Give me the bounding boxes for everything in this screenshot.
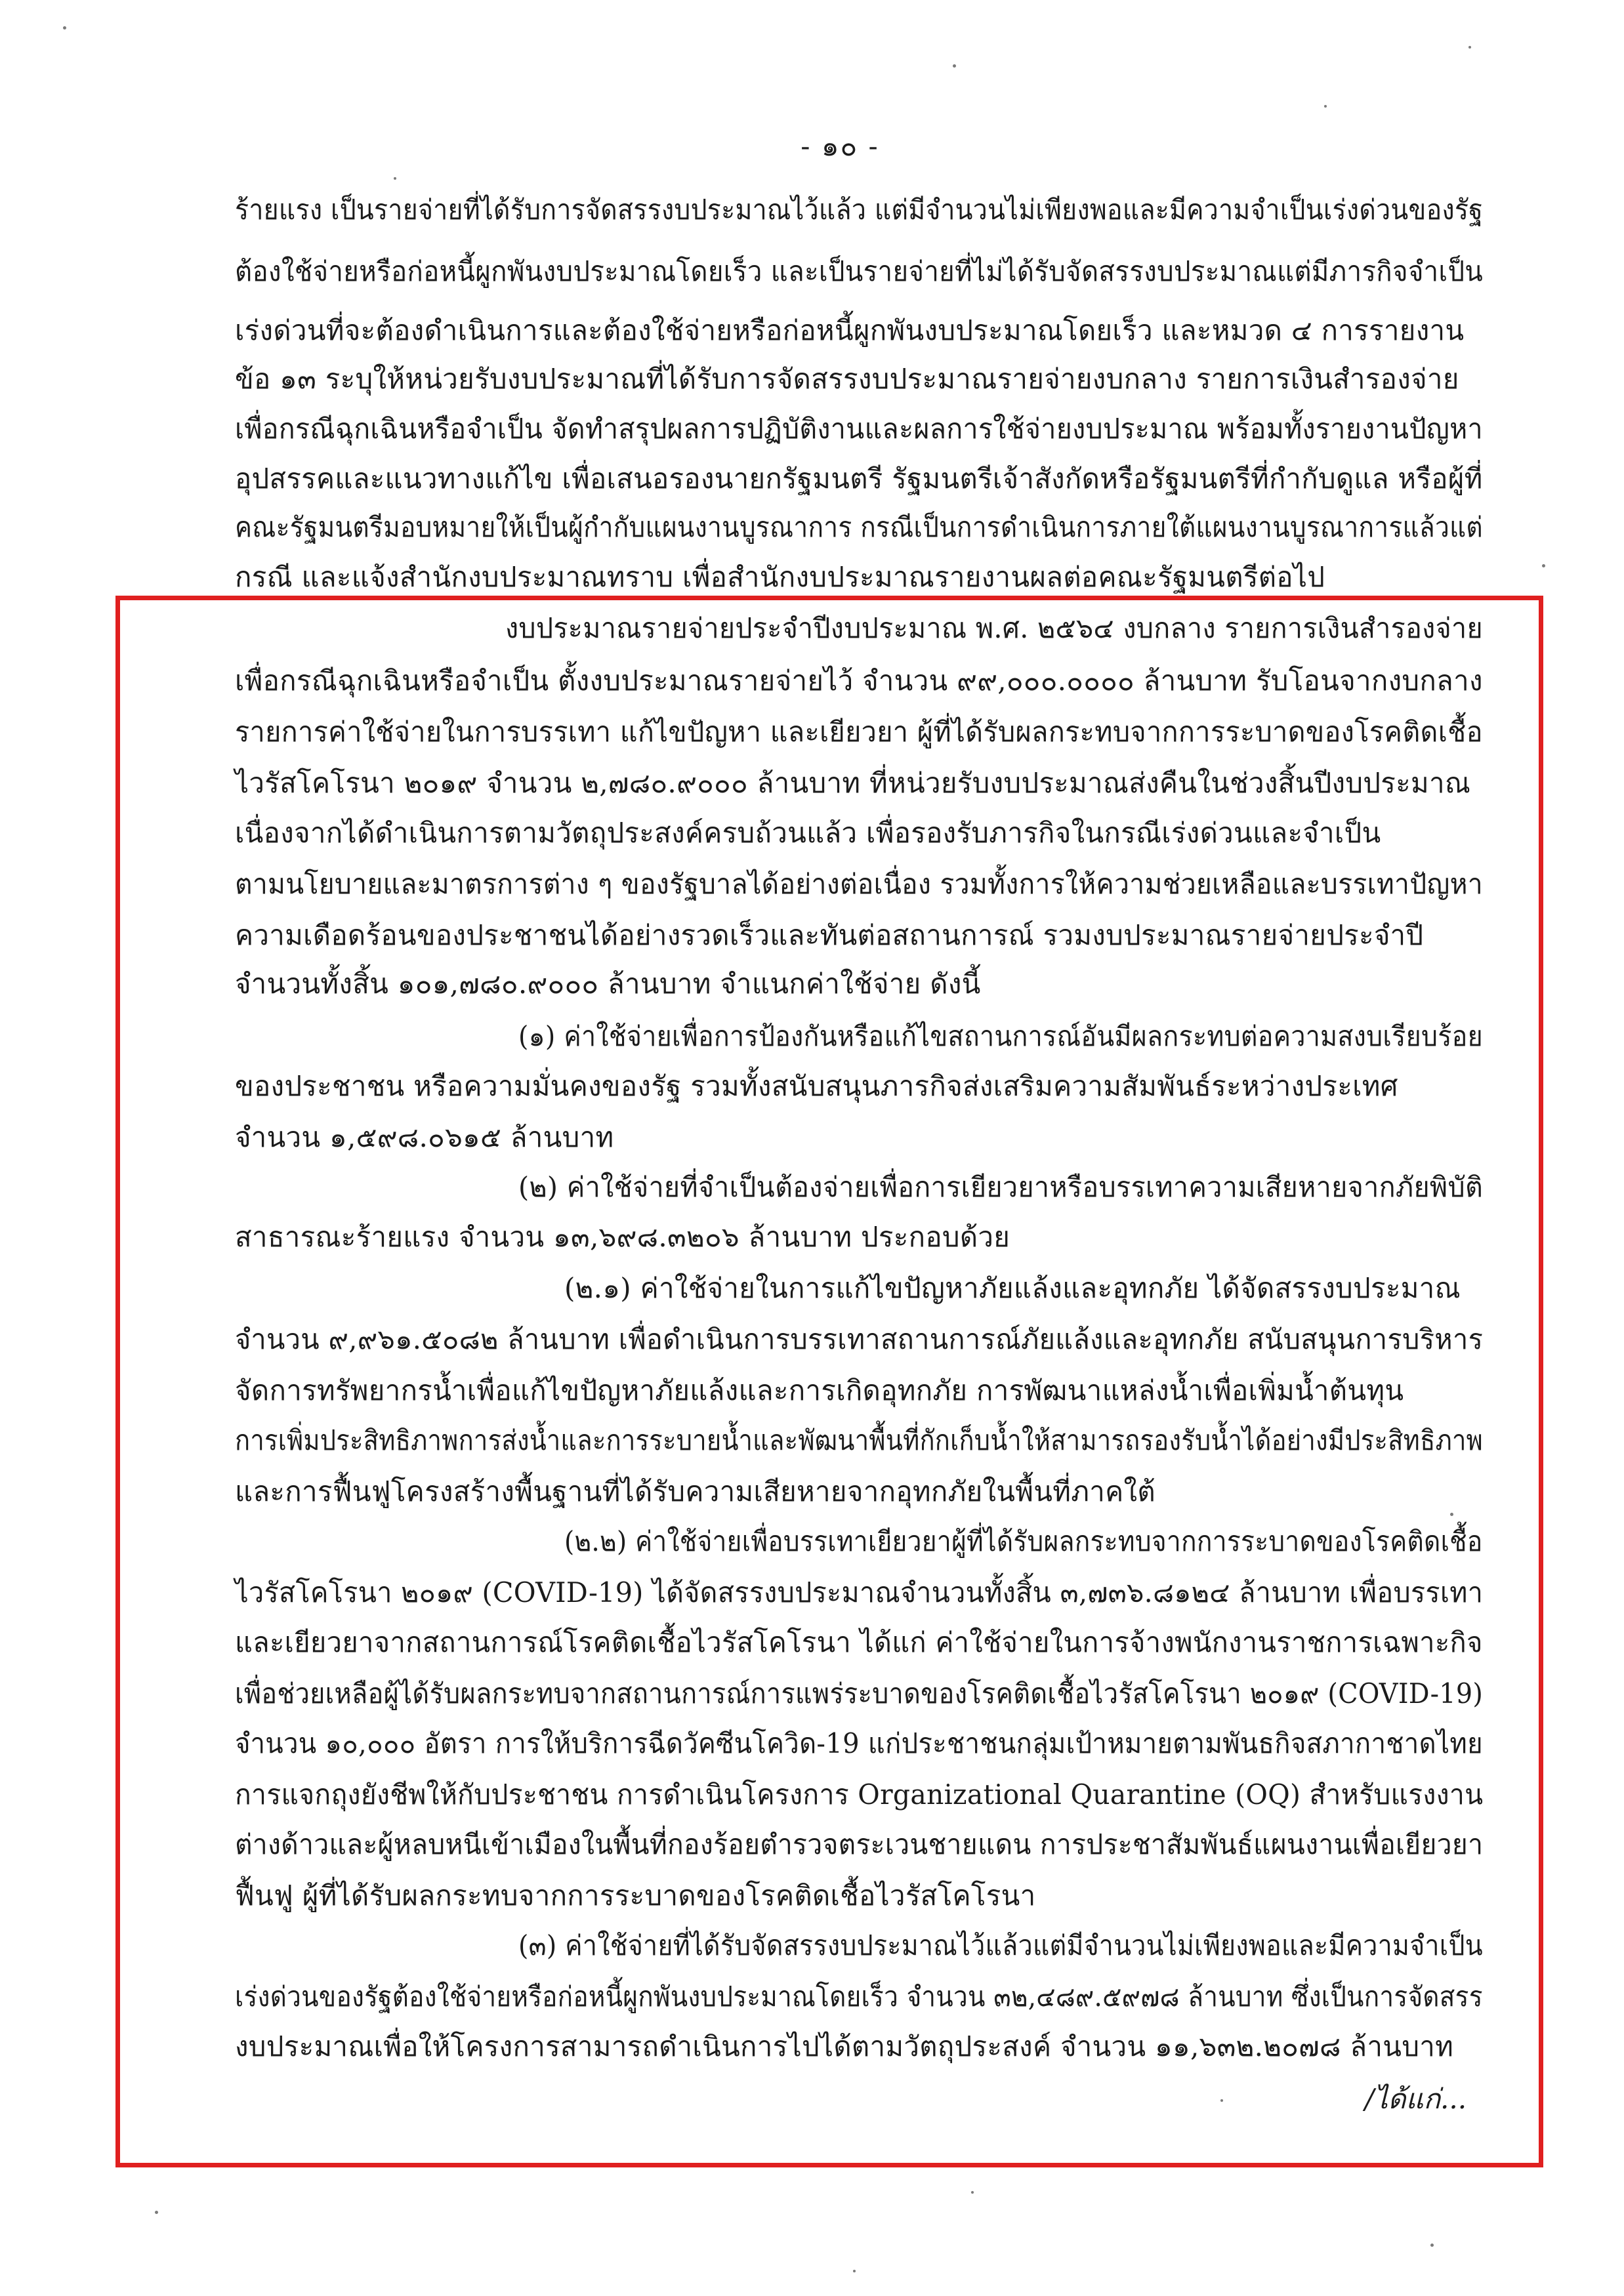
text-line: ไวรัสโคโรนา ๒๐๑๙ จำนวน ๒,๗๘๐.๙๐๐๐ ล้านบาท ที่หน่วยรับงบประมาณส่งคืนในช่วงสิ้นปีงบประมาณ	[235, 767, 1471, 799]
text-line: ความเดือดร้อนของประชาชนได้อย่างรวดเร็วและทันต่อสถานการณ์ รวมงบประมาณรายจ่ายประจำปี	[235, 919, 1424, 951]
scan-speck	[853, 2270, 856, 2272]
text-line: จำนวน ๑๐,๐๐๐ อัตรา การให้บริการฉีดวัคซีนโควิด-19 แก่ประชาชนกลุ่มเป้าหมายตามพันธกิจสภากาชาดไทย	[235, 1727, 1483, 1759]
text-line: ร้ายแรง เป็นรายจ่ายที่ได้รับการจัดสรรงบประมาณไว้แล้ว แต่มีจำนวนไม่เพียงพอและมีความจำเป็นเร่งด่วนของรัฐ	[235, 194, 1484, 226]
scan-speck	[63, 26, 66, 30]
continuation-marker: /ได้แก่...	[1365, 2083, 1467, 2115]
page-number: - ๑๐ -	[801, 130, 879, 162]
text-line: (๓) ค่าใช้จ่ายที่ได้รับจัดสรรงบประมาณไว้แล้วแต่มีจำนวนไม่เพียงพอและมีความจำเป็น	[518, 1929, 1483, 1961]
text-line: เนื่องจากได้ดำเนินการตามวัตถุประสงค์ครบถ้วนแล้ว เพื่อรองรับภารกิจในกรณีเร่งด่วนและจำเป็น	[235, 817, 1381, 849]
text-line: ต้องใช้จ่ายหรือก่อหนี้ผูกพันงบประมาณโดยเร็ว และเป็นรายจ่ายที่ไม่ได้รับจัดสรรงบประมาณแต่มีภารกิจจำเป็น	[235, 255, 1484, 287]
text-line: เพื่อกรณีฉุกเฉินหรือจำเป็น ตั้งงบประมาณรายจ่ายไว้ จำนวน ๙๙,๐๐๐.๐๐๐๐ ล้านบาท รับโอนจากงบกลาง	[235, 665, 1483, 697]
text-line: จัดการทรัพยากรน้ำเพื่อแก้ไขปัญหาภัยแล้งและการเกิดอุทกภัย การพัฒนาแหล่งน้ำเพื่อเพิ่มน้ำต้นทุน	[235, 1374, 1404, 1406]
text-line: ของประชาชน หรือความมั่นคงของรัฐ รวมทั้งสนับสนุนภารกิจส่งเสริมความสัมพันธ์ระหว่างประเทศ	[235, 1070, 1398, 1102]
text-line: จำนวน ๙,๙๖๑.๕๐๘๒ ล้านบาท เพื่อดำเนินการบรรเทาสถานการณ์ภัยแล้งและอุทกภัย สนับสนุนการบริหาร	[235, 1323, 1484, 1355]
text-line: ข้อ ๑๓ ระบุให้หน่วยรับงบประมาณที่ได้รับการจัดสรรงบประมาณรายจ่ายงบกลาง รายการเงินสำรองจ่าย	[235, 363, 1459, 395]
text-line: จำนวน ๑,๕๙๘.๐๖๑๕ ล้านบาท	[235, 1121, 614, 1153]
text-line: คณะรัฐมนตรีมอบหมายให้เป็นผู้กำกับแผนงานบูรณาการ กรณีเป็นการดำเนินการภายใต้แผนงานบูรณาการแล้วแต่	[235, 511, 1483, 543]
scan-speck	[953, 64, 956, 68]
text-line: เร่งด่วนของรัฐต้องใช้จ่ายหรือก่อหนี้ผูกพันงบประมาณโดยเร็ว จำนวน ๓๒,๔๘๙.๕๙๗๘ ล้านบาท ซึ่งเป็นการจัดสรร	[235, 1980, 1483, 2013]
text-line: งบประมาณรายจ่ายประจำปีงบประมาณ พ.ศ. ๒๕๖๔ งบกลาง รายการเงินสำรองจ่าย	[505, 612, 1483, 644]
text-line: ฟื้นฟู ผู้ที่ได้รับผลกระทบจากการระบาดของโรคติดเชื้อไวรัสโคโรนา	[235, 1879, 1036, 1912]
text-line: ต่างด้าวและผู้หลบหนีเข้าเมืองในพื้นที่กองร้อยตำรวจตระเวนชายแดน การประชาสัมพันธ์แผนงานเพื่อเยียวยา	[235, 1828, 1484, 1860]
text-line: สาธารณะร้ายแรง จำนวน ๑๓,๖๙๘.๓๒๐๖ ล้านบาท ประกอบด้วย	[235, 1221, 1010, 1253]
scan-speck	[1430, 2244, 1434, 2247]
scan-speck	[1468, 46, 1471, 49]
text-line: (๒.๑) ค่าใช้จ่ายในการแก้ไขปัญหาภัยแล้งและอุทกภัย ได้จัดสรรงบประมาณ	[564, 1272, 1461, 1304]
text-line: ตามนโยบายและมาตรการต่าง ๆ ของรัฐบาลได้อย่างต่อเนื่อง รวมทั้งการให้ความช่วยเหลือและบรรเทาปัญหา	[235, 868, 1484, 900]
scan-speck	[1542, 564, 1545, 567]
text-line: ไวรัสโคโรนา ๒๐๑๙ (COVID-19) ได้จัดสรรงบประมาณจำนวนทั้งสิ้น ๓,๗๓๖.๘๑๒๔ ล้านบาท เพื่อบรรเทา	[235, 1576, 1484, 1609]
text-line: (๒.๒) ค่าใช้จ่ายเพื่อบรรเทาเยียวยาผู้ที่ได้รับผลกระทบจากการระบาดของโรคติดเชื้อ	[564, 1525, 1483, 1557]
text-line: งบประมาณเพื่อให้โครงการสามารถดำเนินการไปได้ตามวัตถุประสงค์ จำนวน ๑๑,๖๓๒.๒๐๗๘ ล้านบาท	[235, 2030, 1454, 2062]
scan-speck	[394, 177, 396, 180]
text-line: (๒) ค่าใช้จ่ายที่จำเป็นต้องจ่ายเพื่อการเยียวยาหรือบรรเทาความเสียหายจากภัยพิบัติ	[518, 1171, 1484, 1203]
text-line: เร่งด่วนที่จะต้องดำเนินการและต้องใช้จ่ายหรือก่อหนี้ผูกพันงบประมาณโดยเร็ว และหมวด ๔ การรายงาน	[235, 314, 1465, 346]
scan-speck	[1324, 105, 1327, 108]
text-line: กรณี และแจ้งสำนักงบประมาณทราบ เพื่อสำนักงบประมาณรายงานผลต่อคณะรัฐมนตรีต่อไป	[235, 561, 1325, 593]
scan-speck	[971, 2191, 974, 2194]
text-line: เพื่อกรณีฉุกเฉินหรือจำเป็น จัดทำสรุปผลการปฏิบัติงานและผลการใช้จ่ายงบประมาณ พร้อมทั้งรายงานปัญหา	[235, 413, 1483, 445]
text-line: และการฟื้นฟูโครงสร้างพื้นฐานที่ได้รับความเสียหายจากอุทกภัยในพื้นที่ภาคใต้	[235, 1475, 1156, 1507]
text-line: การเพิ่มประสิทธิภาพการส่งน้ำและการระบายน้ำและพัฒนาพื้นที่กักเก็บน้ำให้สามารถรองรับน้ำได้อย่างมีประสิทธิภาพ	[235, 1424, 1484, 1456]
text-line: จำนวนทั้งสิ้น ๑๐๑,๗๘๐.๙๐๐๐ ล้านบาท จำแนกค่าใช้จ่าย ดังนี้	[235, 968, 981, 1000]
scan-speck	[155, 2211, 158, 2214]
text-line: รายการค่าใช้จ่ายในการบรรเทา แก้ไขปัญหา และเยียวยา ผู้ที่ได้รับผลกระทบจากการระบาดของโรคติดเชื้อ	[235, 716, 1483, 748]
text-line: และเยียวยาจากสถานการณ์โรคติดเชื้อไวรัสโคโรนา ได้แก่ ค่าใช้จ่ายในการจ้างพนักงานราชการเฉพาะกิจ	[235, 1626, 1483, 1658]
text-line: เพื่อช่วยเหลือผู้ได้รับผลกระทบจากสถานการณ์การแพร่ระบาดของโรคติดเชื้อไวรัสโคโรนา ๒๐๑๙ (COVID-19)	[235, 1677, 1484, 1710]
text-line: อุปสรรคและแนวทางแก้ไข เพื่อเสนอรองนายกรัฐมนตรี รัฐมนตรีเจ้าสังกัดหรือรัฐมนตรีที่กำกับดูแล หรือผู้ที่	[235, 462, 1483, 495]
text-line: การแจกถุงยังชีพให้กับประชาชน การดำเนินโครงการ Organizational Quarantine (OQ) สำหรับแรงงาน	[235, 1778, 1484, 1811]
text-line: (๑) ค่าใช้จ่ายเพื่อการป้องกันหรือแก้ไขสถานการณ์อันมีผลกระทบต่อความสงบเรียบร้อย	[518, 1020, 1483, 1052]
